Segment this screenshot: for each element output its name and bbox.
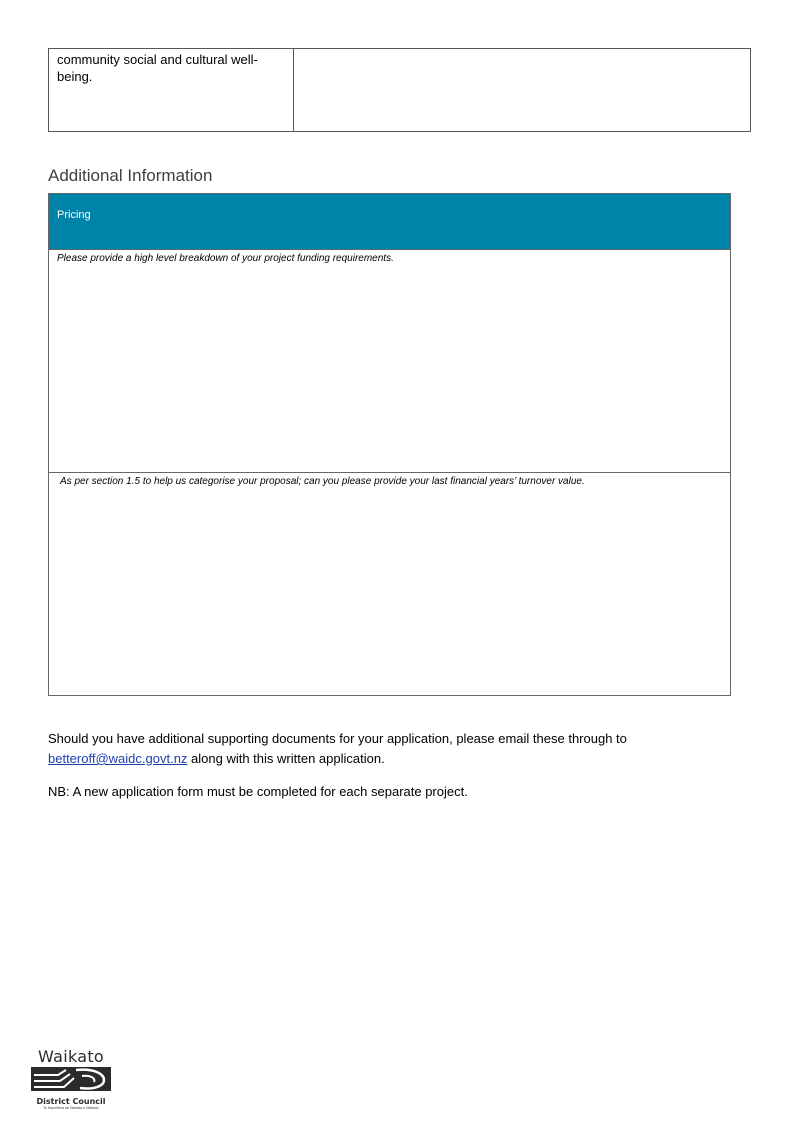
- supporting-documents-text-end: along with this written application.: [187, 751, 385, 766]
- email-link[interactable]: betteroff@waidc.govt.nz: [48, 751, 188, 766]
- pricing-header: Pricing: [49, 194, 730, 250]
- top-table-left-cell: community social and cultural well-being.: [49, 49, 294, 131]
- top-table-right-cell[interactable]: [294, 49, 750, 131]
- section-heading: Additional Information: [48, 166, 213, 185]
- funding-breakdown-field[interactable]: [49, 250, 730, 473]
- turnover-value-prompt: As per section 1.5 to help us categorise your proposal; can you please provide your last financial years’ turnover value.: [60, 476, 585, 487]
- funding-breakdown-prompt: Please provide a high level breakdown of your project funding requirements.: [57, 253, 394, 264]
- turnover-value-field[interactable]: [49, 473, 730, 696]
- logo-tagline: Te Kaunihera aa Takiwaa o Waikato: [43, 1106, 99, 1110]
- supporting-documents-text: Should you have additional supporting documents for your application, please email these through to: [48, 731, 627, 746]
- nb-paragraph: NB: A new application form must be completed for each separate project.: [48, 784, 468, 799]
- logo-emblem-icon: [30, 1066, 112, 1092]
- logo-title: Waikato: [38, 1047, 104, 1066]
- supporting-documents-paragraph: [48, 729, 728, 769]
- pricing-table: [48, 193, 731, 696]
- top-table: [48, 48, 751, 132]
- logo-subtitle: District Council: [36, 1097, 106, 1106]
- waikato-logo: [30, 1048, 112, 1110]
